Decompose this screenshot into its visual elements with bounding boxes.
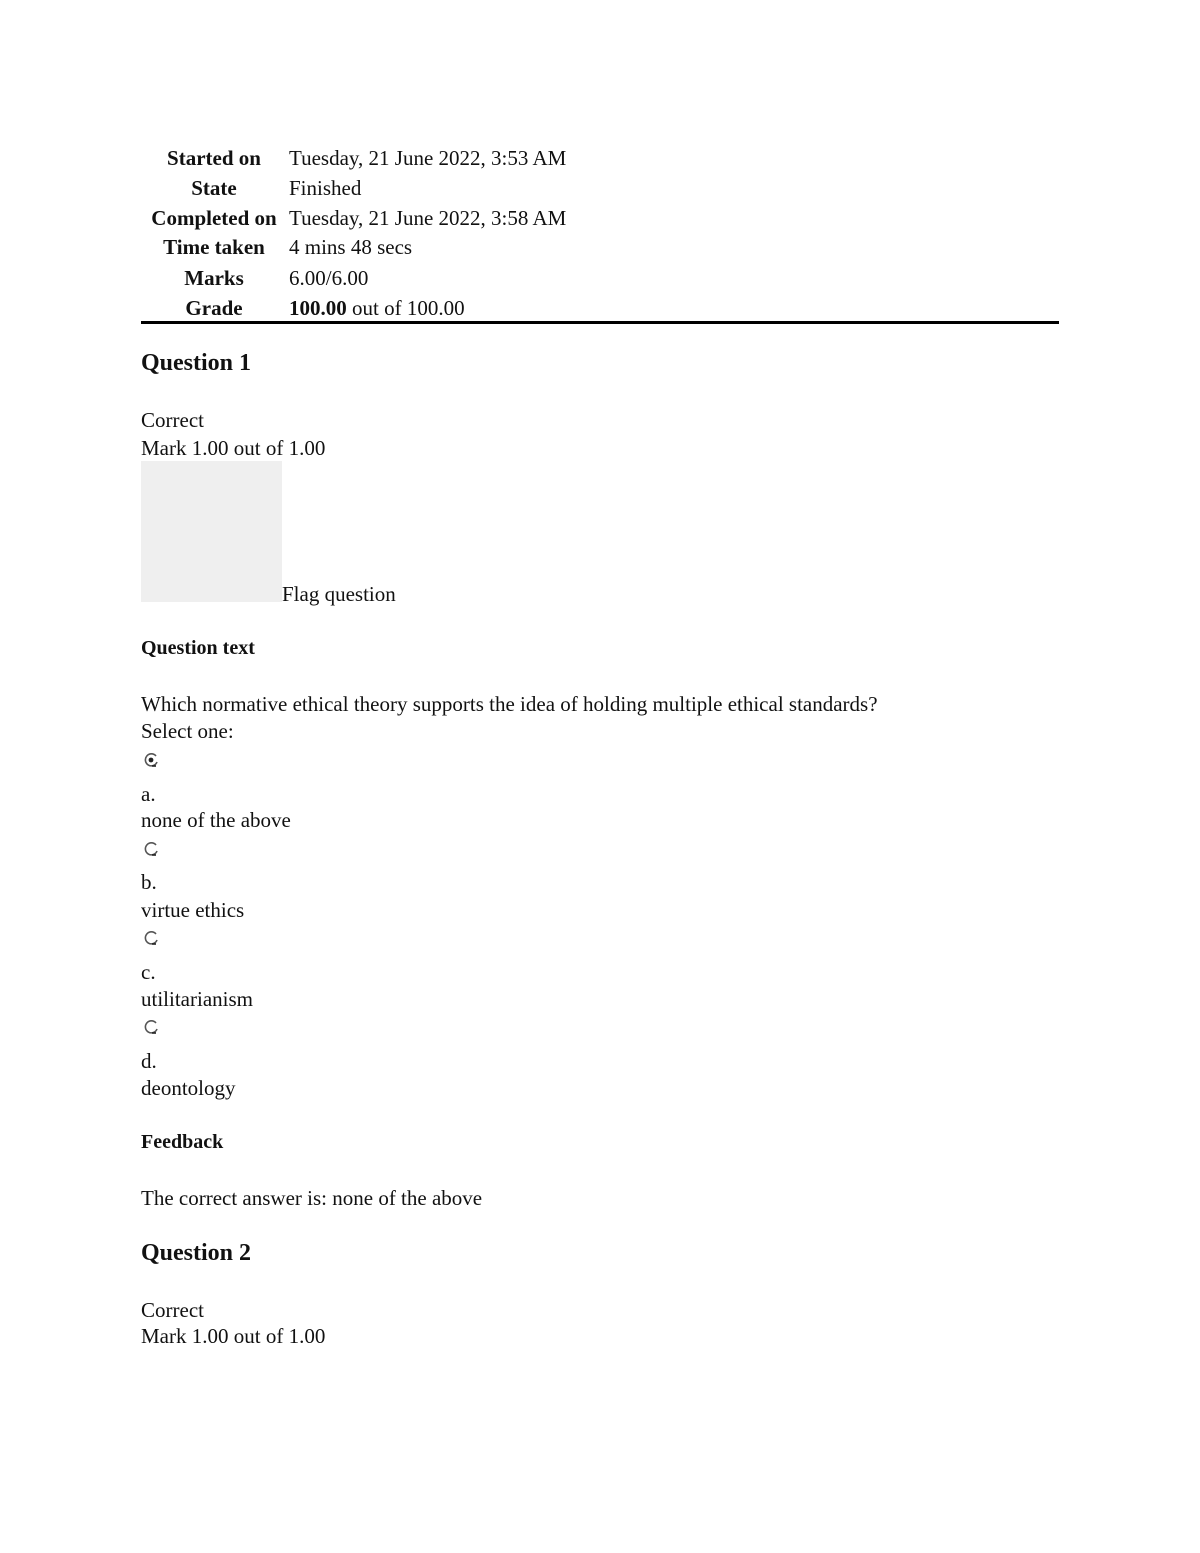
option-d-text: deontology: [141, 1076, 236, 1100]
time-taken-label: Time taken: [163, 235, 265, 259]
attempt-summary-table: [141, 143, 1059, 324]
state-value: Finished: [289, 176, 362, 200]
select-one-prompt: Select one:: [141, 719, 234, 743]
flag-question-link[interactable]: Flag question: [282, 582, 396, 606]
option-d-letter: d.: [141, 1049, 157, 1073]
flag-icon[interactable]: [141, 461, 282, 602]
question-1-status: Correct: [141, 408, 204, 432]
question-1-mark: Mark 1.00 out of 1.00: [141, 436, 326, 460]
summary-row-started-on: [141, 143, 1059, 173]
grade-out-of: out of 100.00: [346, 296, 465, 320]
question-2-heading: Question 2: [141, 1240, 252, 1266]
summary-row-completed-on: [141, 203, 1059, 233]
feedback-text: The correct answer is: none of the above: [141, 1186, 483, 1210]
state-label: State: [191, 176, 237, 200]
summary-row-state: [141, 173, 1059, 203]
option-c-text: utilitarianism: [141, 987, 253, 1011]
question-1-text: Which normative ethical theory supports the idea of holding multiple ethical standards?: [141, 692, 878, 716]
time-taken-value: 4 mins 48 secs: [289, 235, 413, 259]
option-a-text: none of the above: [141, 808, 291, 832]
grade-value: [289, 293, 465, 323]
grade-score: 100.00: [289, 296, 347, 320]
option-c-letter: c.: [141, 960, 156, 984]
summary-row-time-taken: [141, 232, 1059, 262]
marks-value: 6.00/6.00: [289, 266, 369, 290]
completed-on-label: Completed on: [151, 206, 277, 230]
question-text-heading: Question text: [141, 637, 255, 659]
option-b-letter: b.: [141, 870, 157, 894]
question-2-status: Correct: [141, 1298, 204, 1322]
completed-on-value: Tuesday, 21 June 2022, 3:58 AM: [289, 206, 567, 230]
option-c-radio[interactable]: [143, 930, 159, 946]
started-on-value: Tuesday, 21 June 2022, 3:53 AM: [289, 146, 567, 170]
option-b-text: virtue ethics: [141, 898, 245, 922]
question-1-heading: Question 1: [141, 350, 252, 376]
summary-row-grade: [141, 293, 1059, 323]
option-a-letter: a.: [141, 782, 156, 806]
grade-label: Grade: [185, 296, 243, 320]
summary-row-marks: [141, 263, 1059, 293]
option-a-radio[interactable]: [143, 752, 159, 768]
feedback-heading: Feedback: [141, 1131, 224, 1153]
option-b-radio[interactable]: [143, 841, 159, 857]
option-d-radio[interactable]: [143, 1019, 159, 1035]
question-2-mark: Mark 1.00 out of 1.00: [141, 1324, 326, 1348]
marks-label: Marks: [184, 266, 244, 290]
started-on-label: Started on: [167, 146, 261, 170]
